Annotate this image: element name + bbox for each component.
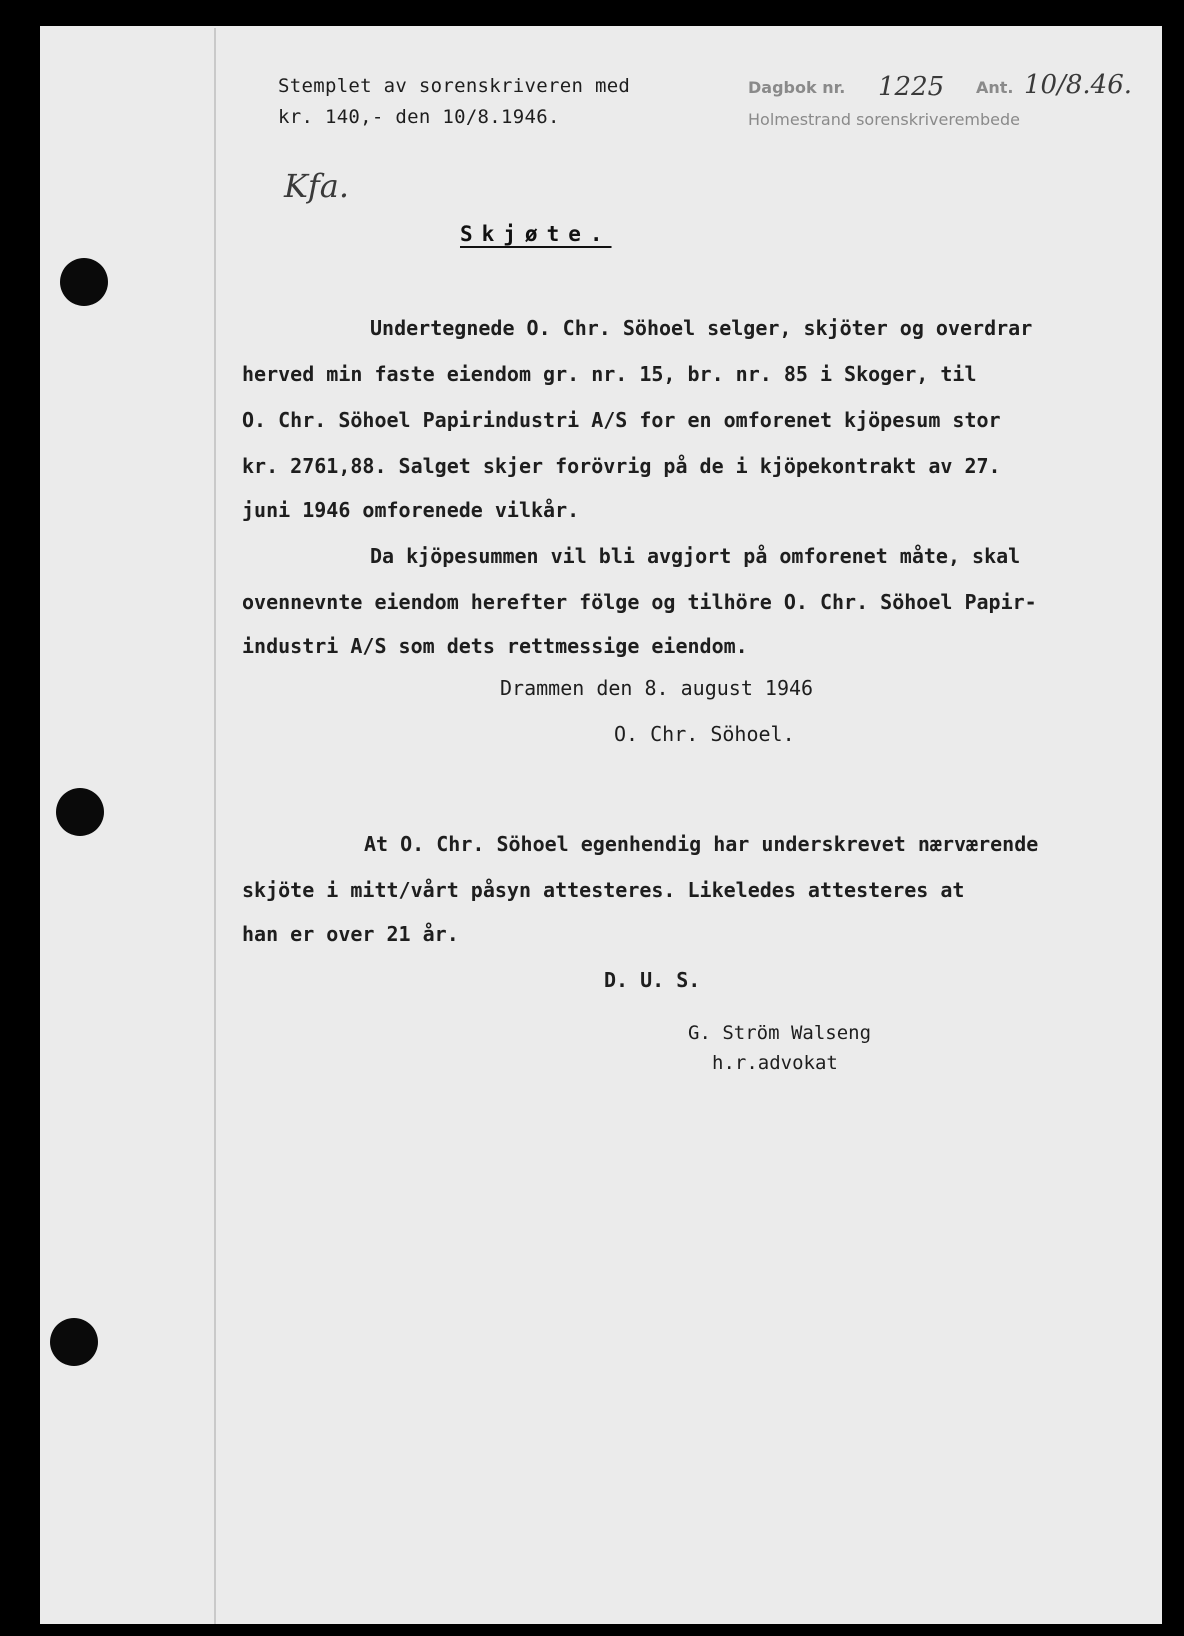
dus: D. U. S. — [604, 968, 701, 992]
paper-sheet — [40, 26, 1162, 1624]
body-line-5: juni 1946 omforenede vilkår. — [242, 498, 580, 522]
witness-title: h.r.advokat — [712, 1052, 838, 1074]
witness-name: G. Ström Walseng — [688, 1022, 872, 1044]
initials-handwritten: Kfa. — [284, 167, 349, 205]
body-line-3: O. Chr. Söhoel Papirindustri A/S for en omforenet kjöpesum stor — [242, 408, 1001, 432]
attestation-line-1: At O. Chr. Söhoel egenhendig har underskrevet nærværende — [364, 832, 1039, 856]
body-line-7: ovennevnte eiendom herefter fölge og tilhöre O. Chr. Söhoel Papir- — [242, 590, 1037, 614]
body-line-1: Undertegnede O. Chr. Söhoel selger, skjöter og overdrar — [370, 316, 1033, 340]
punch-hole-bottom — [50, 1318, 98, 1366]
punch-hole-middle — [56, 788, 104, 836]
office-stamp: Holmestrand sorenskriverembede — [748, 110, 1020, 129]
attestation-line-2: skjöte i mitt/vårt påsyn attesteres. Likeledes attesteres at — [242, 878, 965, 902]
dagbok-label: Dagbok nr. — [748, 78, 846, 97]
stamp-note-line2: kr. 140,- den 10/8.1946. — [278, 106, 560, 128]
body-line-4: kr. 2761,88. Salget skjer forövrig på de i kjöpekontrakt av 27. — [242, 454, 1001, 478]
punch-hole-top — [60, 258, 108, 306]
body-line-6: Da kjöpesummen vil bli avgjort på omforenet måte, skal — [370, 544, 1021, 568]
dagbok-date-label: Ant. — [976, 78, 1014, 97]
stamp-note-line1: Stemplet av sorenskriveren med — [278, 75, 631, 97]
dagbok-number: 1225 — [878, 72, 945, 102]
place-date: Drammen den 8. august 1946 — [500, 676, 814, 700]
margin-fold-line — [214, 28, 216, 1624]
dagbok-date: 10/8.46. — [1024, 70, 1132, 100]
document-title: Skjøte. — [460, 222, 612, 246]
body-line-8: industri A/S som dets rettmessige eiendom. — [242, 634, 748, 658]
attestation-line-3: han er over 21 år. — [242, 922, 459, 946]
body-line-2: herved min faste eiendom gr. nr. 15, br. nr. 85 i Skoger, til — [242, 362, 977, 386]
seller-signature: O. Chr. Söhoel. — [614, 722, 795, 746]
